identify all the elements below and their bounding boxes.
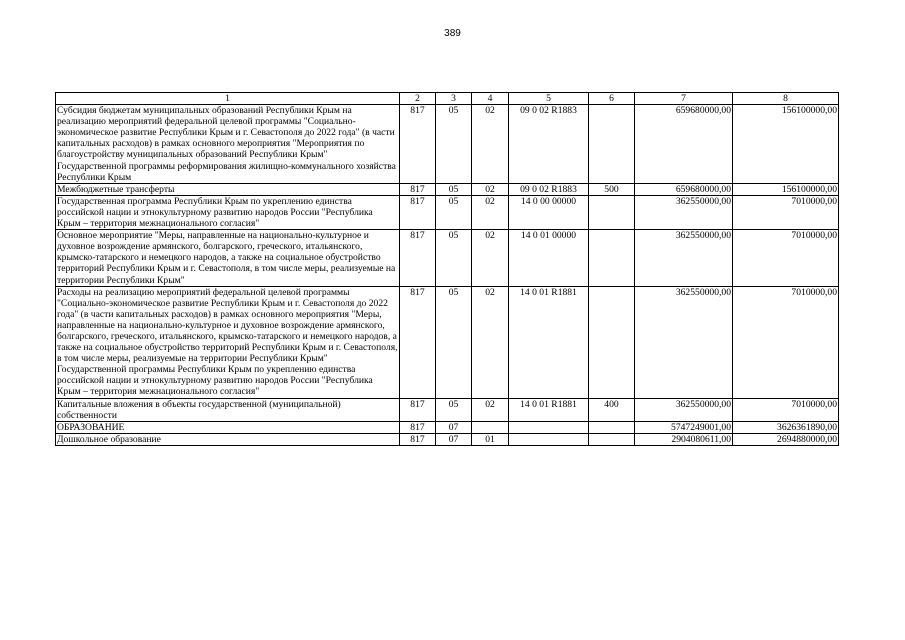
table-row	[56, 398, 839, 421]
expense-type-code	[589, 105, 635, 184]
amount-col-7: 5747249001,00	[635, 421, 733, 433]
amount-col-8: 7010000,00	[733, 398, 839, 421]
amount-col-7: 362550000,00	[635, 230, 733, 286]
row-name: Капитальные вложения в объекты государственной (муниципальной) собственности	[56, 398, 400, 421]
table-row	[56, 230, 839, 286]
section-code: 05	[436, 195, 472, 229]
ministry-code: 817	[400, 286, 436, 398]
row-name: Расходы на реализацию мероприятий федеральной целевой программы "Социально-экономическое развитие Республики Крым и г. Севастополя до 2022 года" (в части капитальных расходов) в рамках основного мероприятия "Меры, направленные на национально-культурное и духовное возрождение армянского, болгарского, греческого, итальянского, крымско-татарского и немецкого народов, а также на социальное обустройство территорий Республики Крым и г. Севастополя, в том числе меры, реализуемые на территории Республики Крым" Государственной программы Республики Крым по укреплению единства российской нации и этнокультурному развитию народов России "Республика Крым – территория межнационального согласия"	[57, 286, 398, 398]
target-article-code: 14 0 01 00000	[509, 230, 589, 286]
amount-col-8: 2694880000,00	[733, 433, 839, 445]
section-code: 05	[436, 183, 472, 195]
section-code: 05	[436, 286, 472, 398]
page-number: 389	[444, 28, 461, 39]
amount-col-8: 156100000,00	[733, 105, 839, 184]
amount-col-8: 156100000,00	[733, 183, 839, 195]
expense-type-code: 500	[589, 183, 635, 195]
target-article-code	[509, 433, 589, 445]
target-article-code: 09 0 02 R1883	[509, 105, 589, 184]
header-cell-6: 6	[589, 93, 635, 105]
header-cell-2: 2	[400, 93, 436, 105]
target-article-code: 09 0 02 R1883	[509, 183, 589, 195]
ministry-code: 817	[400, 183, 436, 195]
row-name: Государственная программа Республики Крым по укреплению единства российской нации и этнокультурному развитию народов России "Республика Крым – территория межнационального согласия"	[56, 195, 400, 229]
amount-col-7: 362550000,00	[635, 286, 733, 398]
target-article-code: 14 0 01 R1881	[509, 286, 589, 398]
row-name: Дошкольное образование	[56, 433, 400, 445]
subsection-code: 02	[472, 105, 509, 184]
row-name: Основное мероприятие "Меры, направленные на национально-культурное и духовное возрождение армянского, болгарского, греческого, итальянского, крымско-татарского и немецкого народов, а также на социальное обустройство территорий Республики Крым и г. Севастополя, в том числе меры, реализуемые на территории Республики Крым"	[56, 230, 400, 286]
ministry-code: 817	[400, 398, 436, 421]
section-code: 05	[436, 105, 472, 184]
amount-col-7: 659680000,00	[635, 105, 733, 184]
amount-col-7: 659680000,00	[635, 183, 733, 195]
subsection-code: 02	[472, 398, 509, 421]
table-row	[56, 183, 839, 195]
header-cell-7: 7	[635, 93, 733, 105]
table-row	[56, 105, 839, 184]
section-code: 07	[436, 421, 472, 433]
table-row	[56, 195, 839, 229]
subsection-code: 01	[472, 433, 509, 445]
amount-col-8: 7010000,00	[733, 230, 839, 286]
subsection-code: 02	[472, 230, 509, 286]
subsection-code: 02	[472, 195, 509, 229]
ministry-code: 817	[400, 105, 436, 184]
header-cell-3: 3	[436, 93, 472, 105]
table-row	[56, 433, 839, 445]
expense-type-code	[589, 286, 635, 398]
header-row	[56, 93, 839, 105]
target-article-code	[509, 421, 589, 433]
row-name: ОБРАЗОВАНИЕ	[56, 421, 400, 433]
budget-table	[55, 92, 839, 446]
amount-col-8: 7010000,00	[733, 286, 839, 398]
ministry-code: 817	[400, 195, 436, 229]
row-name: Межбюджетные трансферты	[56, 183, 400, 195]
table-row	[56, 421, 839, 433]
header-cell-5: 5	[509, 93, 589, 105]
amount-col-8: 7010000,00	[733, 195, 839, 229]
ministry-code: 817	[400, 421, 436, 433]
target-article-code: 14 0 00 00000	[509, 195, 589, 229]
subsection-code	[472, 421, 509, 433]
header-cell-4: 4	[472, 93, 509, 105]
ministry-code: 817	[400, 230, 436, 286]
amount-col-7: 2904080611,00	[635, 433, 733, 445]
table-row	[56, 286, 839, 398]
expense-type-code	[589, 195, 635, 229]
header-cell-8: 8	[733, 93, 839, 105]
target-article-code: 14 0 01 R1881	[509, 398, 589, 421]
amount-col-7: 362550000,00	[635, 398, 733, 421]
expense-type-code	[589, 433, 635, 445]
section-code: 05	[436, 398, 472, 421]
amount-col-8: 3626361890,00	[733, 421, 839, 433]
ministry-code: 817	[400, 433, 436, 445]
expense-type-code: 400	[589, 398, 635, 421]
section-code: 07	[436, 433, 472, 445]
section-code: 05	[436, 230, 472, 286]
header-cell-1: 1	[56, 93, 400, 105]
expense-type-code	[589, 230, 635, 286]
subsection-code: 02	[472, 286, 509, 398]
subsection-code: 02	[472, 183, 509, 195]
expense-type-code	[589, 421, 635, 433]
amount-col-7: 362550000,00	[635, 195, 733, 229]
row-name: Субсидия бюджетам муниципальных образований Республики Крым на реализацию мероприятий федеральной целевой программы "Социально-экономическое развитие Республики Крым и г. Севастополя до 2022 года" (в части капитальных расходов) в рамках основного мероприятия "Мероприятия по благоустройству муниципальных образований Республики Крым" Государственной программы реформирования жилищно-коммунального хозяйства Республики Крым	[56, 105, 400, 184]
